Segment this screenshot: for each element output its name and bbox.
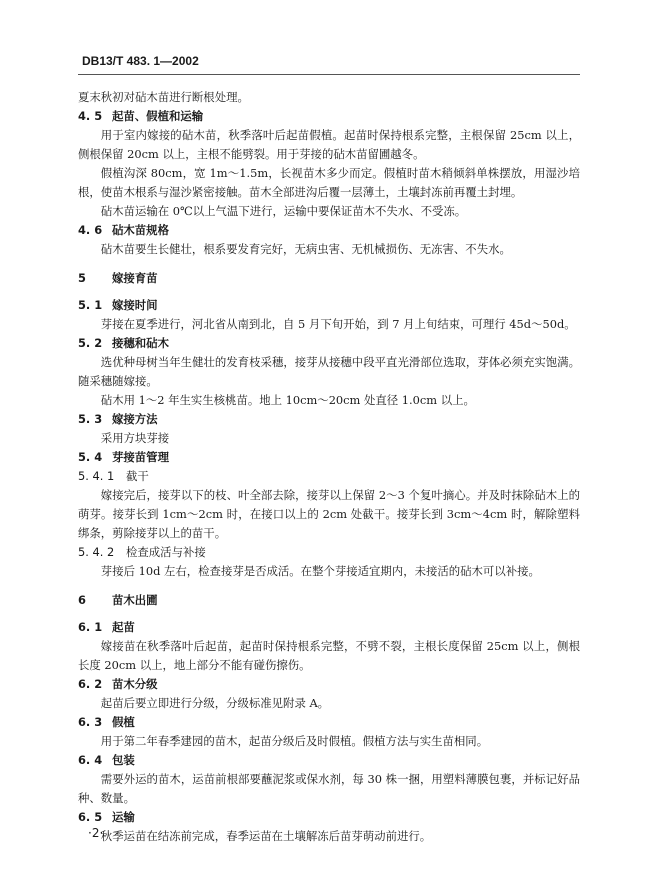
paragraph: 砧木苗要生长健壮，根系要发育完好，无病虫害、无机械损伤、无冻害、不失水。 [100, 242, 511, 256]
paragraph: 用于第二年春季建园的苗木，起苗分级后及时假植。假植方法与实生苗相同。 [100, 734, 489, 748]
paragraph: 秋季运苗在结冻前完成，春季运苗在土壤解冻后苗芽萌动前进行。 [100, 829, 432, 843]
subsection-heading [78, 543, 580, 562]
subsection-heading [78, 467, 580, 486]
section-title: 运输 [112, 810, 135, 824]
section-heading [78, 675, 580, 694]
section-title: 接穗和砧木 [112, 336, 169, 350]
section-title: 嫁接时间 [112, 298, 158, 312]
chapter-heading [78, 591, 580, 610]
section-heading [78, 808, 580, 827]
section-title: 起苗 [112, 620, 135, 634]
section-heading [78, 448, 580, 467]
subsection-title: 检查成活与补接 [126, 545, 206, 559]
paragraph: 采用方块芽接 [100, 431, 170, 445]
section-title: 起苗、假植和运输 [112, 109, 204, 123]
document-body [78, 88, 580, 846]
paragraph: 嫁接苗在秋季落叶后起苗，起苗时保持根系完整，不劈不裂，主根长度保留 25cm 以上，侧根长度 20cm 以上，地上部分不能有碰伤擦伤。 [78, 639, 580, 672]
paragraph: 起苗后要立即进行分级，分级标准见附录 A。 [100, 696, 330, 710]
paragraph: 嫁接完后，接芽以下的枝、叶全部去除，接芽以上保留 2～3 个复叶摘心。并及时抹除砧木上的萌芽。接芽长到 1cm～2cm 时，在接口以上的 2cm 处截干。接芽长到 3cm～4cm 时，解除塑料绑条，剪除接芽以上的苗干。 [78, 488, 580, 540]
section-number: 5. 1 [78, 298, 103, 312]
paragraph: 选优种母树当年生健壮的发育枝采穗，接芽从接穗中段平直光滑部位选取，芽体必须充实饱满。随采穗随嫁接。 [78, 355, 580, 388]
chapter-number: 6 [78, 593, 86, 607]
standard-id: DB13/T 483. 1—2002 [82, 54, 199, 68]
section-heading [78, 618, 580, 637]
section-number: 5. 3 [78, 412, 103, 426]
paragraph: 芽接后 10d 左右，检查接芽是否成活。在整个芽接适宜期内，未接活的砧木可以补接。 [100, 564, 540, 578]
paragraph: 需要外运的苗木，运苗前根部要蘸泥浆或保水剂，每 30 株一捆，用塑料薄膜包裹，并标记好品种、数量。 [78, 772, 580, 805]
page-number: ·2· [88, 826, 104, 840]
section-number: 4. 5 [78, 109, 103, 123]
paragraph: 芽接在夏季进行，河北省从南到北，自 5 月下旬开始，到 7 月上旬结束，可理行 45d～50d。 [100, 317, 576, 331]
chapter-heading [78, 269, 580, 288]
paragraph: 用于室内嫁接的砧木苗，秋季落叶后起苗假植。起苗时保持根系完整，主根保留 25cm 以上，侧根保留 20cm 以上，主根不能劈裂。用于芽接的砧木苗留圃越冬。 [78, 128, 580, 161]
section-heading [78, 107, 580, 126]
section-title: 芽接苗管理 [112, 450, 169, 464]
section-number: 6. 1 [78, 620, 103, 634]
paragraph: 夏末秋初对砧木苗进行断根处理。 [78, 90, 249, 104]
section-number: 6. 4 [78, 753, 103, 767]
section-heading [78, 221, 580, 240]
subsection-number: 5. 4. 1 [78, 469, 115, 483]
section-heading [78, 713, 580, 732]
section-title: 砧木苗规格 [112, 223, 169, 237]
section-number: 6. 3 [78, 715, 103, 729]
paragraph: 砧木用 1～2 年生实生核桃苗。地上 10cm～20cm 处直径 1.0cm 以上。 [100, 393, 475, 407]
section-number: 5. 2 [78, 336, 103, 350]
section-heading [78, 334, 580, 353]
chapter-title: 苗木出圃 [112, 593, 158, 607]
subsection-title: 截干 [126, 469, 149, 483]
section-heading [78, 410, 580, 429]
subsection-number: 5. 4. 2 [78, 545, 115, 559]
section-number: 6. 5 [78, 810, 103, 824]
chapter-title: 嫁接育苗 [112, 271, 158, 285]
chapter-number: 5 [78, 271, 86, 285]
section-number: 4. 6 [78, 223, 103, 237]
header-rule [78, 74, 580, 75]
section-title: 嫁接方法 [112, 412, 158, 426]
section-heading [78, 751, 580, 770]
section-title: 假植 [112, 715, 135, 729]
paragraph: 砧木苗运输在 0℃以上气温下进行，运输中要保证苗木不失水、不受冻。 [100, 204, 467, 218]
paragraph: 假植沟深 80cm，宽 1m～1.5m，长视苗木多少而定。假植时苗木稍倾斜单株摆放，用湿沙培根，使苗木根系与湿沙紧密接触。苗木全部进沟后覆一层薄土，土壤封冻前再覆土封埋。 [78, 166, 580, 199]
section-title: 苗木分级 [112, 677, 158, 691]
section-number: 6. 2 [78, 677, 103, 691]
section-number: 5. 4 [78, 450, 103, 464]
section-title: 包装 [112, 753, 135, 767]
section-heading [78, 296, 580, 315]
